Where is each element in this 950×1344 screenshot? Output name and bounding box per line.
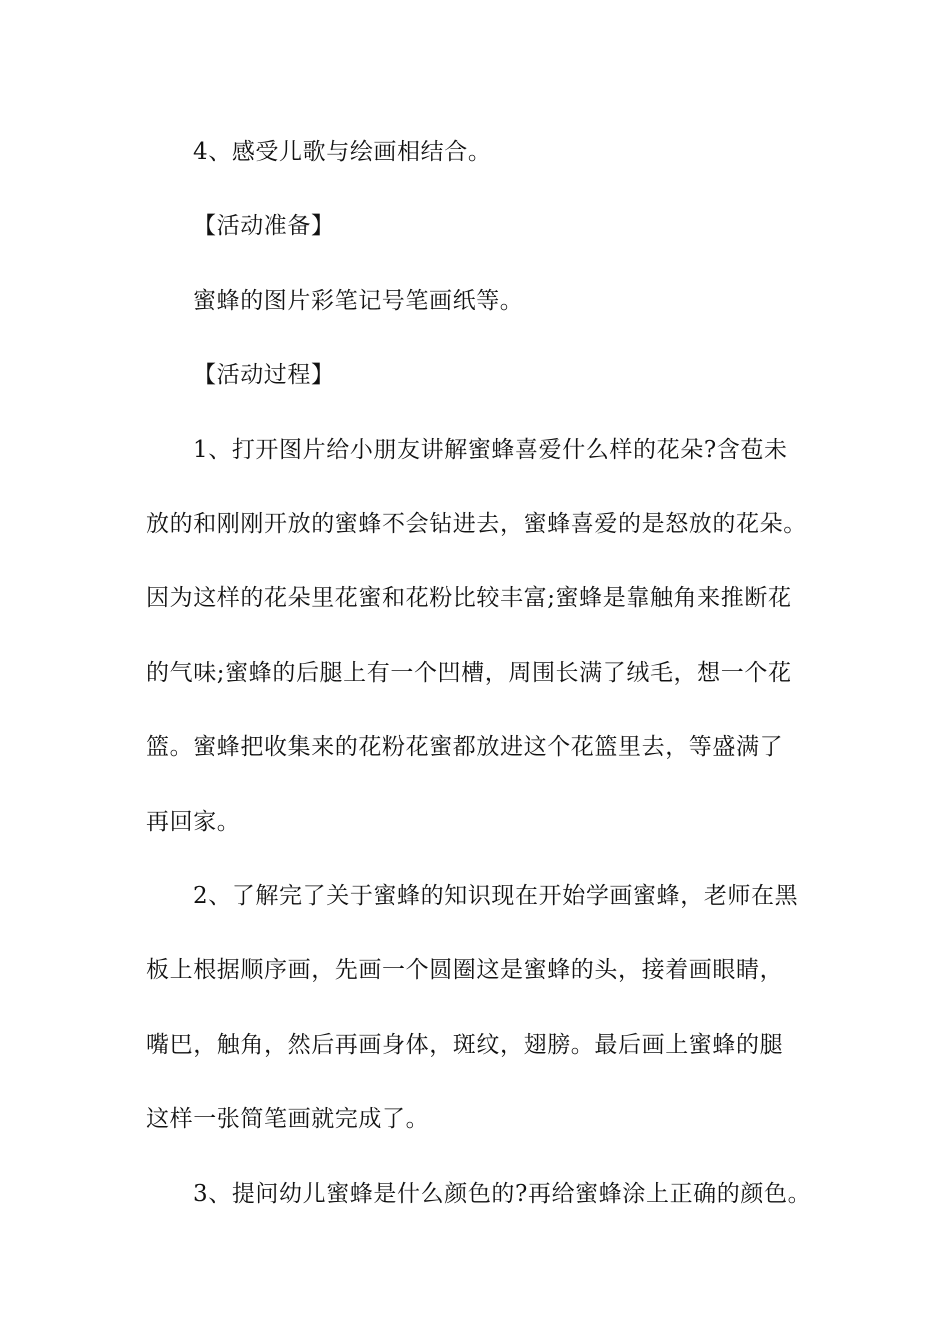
- paragraph-step-2-line-1: 2、了解完了关于蜜蜂的知识现在开始学画蜜蜂，老师在黑: [193, 883, 799, 909]
- paragraph-step-1-line-4: 的气味;蜜蜂的后腿上有一个凹槽，周围长满了绒毛，想一个花: [146, 660, 792, 686]
- paragraph-step-2-line-4: 这样一张简笔画就完成了。: [146, 1106, 430, 1132]
- paragraph-step-1-line-2: 放的和刚刚开放的蜜蜂不会钻进去，蜜蜂喜爱的是怒放的花朵。: [146, 511, 807, 537]
- paragraph-step-3: 3、提问幼儿蜜蜂是什么颜色的?再给蜜蜂涂上正确的颜色。: [193, 1181, 812, 1207]
- paragraph-step-2-line-3: 嘴巴，触角，然后再画身体，斑纹，翅膀。最后画上蜜蜂的腿: [146, 1032, 784, 1058]
- heading-activity-process: 【活动过程】: [193, 362, 335, 388]
- paragraph-step-1-line-1: 1、打开图片给小朋友讲解蜜蜂喜爱什么样的花朵?含苞未: [193, 437, 788, 463]
- paragraph-step-2-line-2: 板上根据顺序画，先画一个圆圈这是蜜蜂的头，接着画眼睛，: [146, 957, 784, 983]
- paragraph-step-1-line-5: 篮。蜜蜂把收集来的花粉花蜜都放进这个花篮里去，等盛满了: [146, 734, 784, 760]
- paragraph-step-1-line-6: 再回家。: [146, 809, 241, 835]
- heading-activity-preparation: 【活动准备】: [193, 213, 335, 239]
- paragraph-goal-4: 4、感受儿歌与绘画相结合。: [193, 139, 492, 165]
- paragraph-materials: 蜜蜂的图片彩笔记号笔画纸等。: [193, 288, 524, 314]
- paragraph-step-1-line-3: 因为这样的花朵里花蜜和花粉比较丰富;蜜蜂是靠触角来推断花: [146, 585, 792, 611]
